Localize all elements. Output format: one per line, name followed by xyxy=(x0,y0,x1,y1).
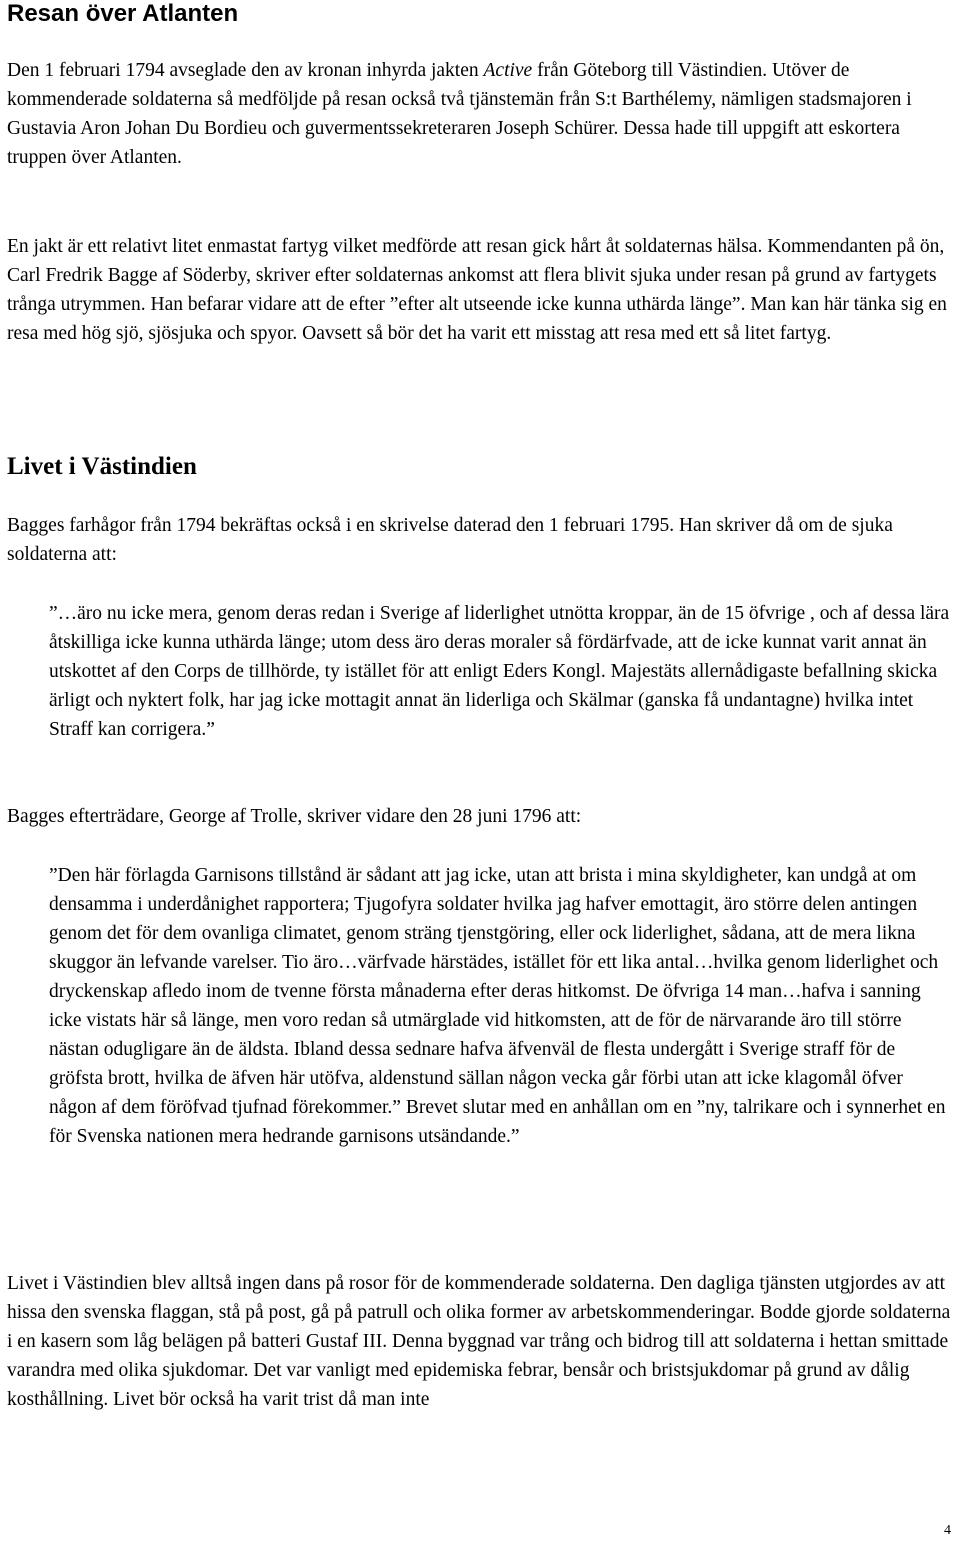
paragraph-text: från Göteborg till Västindien. Utöver de kommenderade soldaterna så medföljde på resan också två tjänstemän från S:t Barthélemy, nämligen stadsmajoren i Gustavia Aron Johan Du Bordieu och guvermentssekreteraren Joseph Schürer. Dessa hade till uppgift att eskortera truppen över Atlanten. xyxy=(7,60,912,168)
section-heading-livet: Livet i Västindien xyxy=(7,453,197,480)
paragraph-trolle-intro: Bagges efterträdare, George af Trolle, skriver vidare den 28 juni 1796 att: xyxy=(7,806,582,827)
block-quote-bagge: ”…äro nu icke mera, genom deras redan i Sverige af liderlighet utnötta kroppar, än de 15 öfvrige , och af dessa lära åtskilliga icke kunna uthärda länge; utom dess äro deras moraler så fördärfvade, att de icke kunnat varit annat än utskottet af den Corps de tillhörde, ty istället för att enligt Eders Kongl. Majestäts allernådigaste befallning skicka ärligt och nyktert folk, har jag icke mottagit annat än liderliga och Skälmar (ganska få undantagne) hvilka intet Straff kan corrigera.” xyxy=(49,603,950,740)
page-number: 4 xyxy=(944,1523,951,1538)
paragraph-voyage-health: En jakt är ett relativt litet enmastat fartyg vilket medförde att resan gick hårt åt soldaternas hälsa. Kommendanten på ön, Carl Fredrik Bagge af Söderby, skriver efter soldaternas ankomst att flera blivit sjuka under resan på grund av fartygets trånga utrymmen. Han befarar vidare att de efter ”efter alt utseende icke kunna uthärda länge”. Man kan här tänka sig en resa med hög sjö, sjösjuka och spyor. Oavsett så bör det ha varit ett misstag att resa med ett så litet fartyg. xyxy=(7,236,947,344)
paragraph-text: Den 1 februari 1794 avseglade den av kronan inhyrda jakten xyxy=(7,60,484,81)
paragraph-voyage-intro xyxy=(7,56,953,172)
block-quote-trolle: ”Den här förlagda Garnisons tillstånd är sådant att jag icke, utan att brista i mina skyldigheter, kan undgå at om densamma i underdånighet rapportera; Tjugofyra soldater hvilka jag hafver emottagit, äro större delen antingen genom det för dem ovanliga climatet, genom sträng tjenstgöring, eller ock liderlighet, sådana, att de mera likna skuggor än lefvande varelser. Tio äro…värfvade härstädes, istället för ett lika antal…hvilka genom liderlighet och dryckenskap afledo inom de tvenne första månaderna efter deras hitkomst. De öfvriga 14 man…hafva i sanning icke vistats här så länge, men voro redan så utmärglade vid hitkomsten, att de för de närvarande äro till större nästan odugligare än de äldsta. Ibland dessa sednare hafva äfvenväl de flesta undergått i Sverige straff för de gröfsta brott, hvilka de äfven här utöfva, aldenstund sällan någon vecka går förbi utan att icke klagomål öfver någon af dem föröfvad tjufnad förekommer.” Brevet slutar med en anhållan om en ”ny, talrikare och i synnerhet en för Svenska nationen mera hedrande garnisons utsändande.” xyxy=(49,865,946,1147)
paragraph-daily-life: Livet i Västindien blev alltså ingen dans på rosor för de kommenderade soldaterna. Den dagliga tjänsten utgjordes av att hissa den svenska flaggan, stå på post, gå på patrull och olika former av arbetskommenderingar. Bodde gjorde soldaterna i en kasern som låg belägen på batteri Gustaf III. Denna byggnad var trång och bidrog till att soldaterna i hettan smittade varandra med olika sjukdomar. Det var vanligt med epidemiska febrar, bensår och bristsjukdomar på grund av dålig kosthållning. Livet bör också ha varit trist då man inte xyxy=(7,1273,951,1410)
paragraph-bagge-fears: Bagges farhågor från 1794 bekräftas också i en skrivelse daterad den 1 februari 1795. Han skriver då om de sjuka soldaterna att: xyxy=(7,515,893,565)
section-heading-resan: Resan över Atlanten xyxy=(7,0,239,27)
ship-name: Active xyxy=(483,60,533,81)
